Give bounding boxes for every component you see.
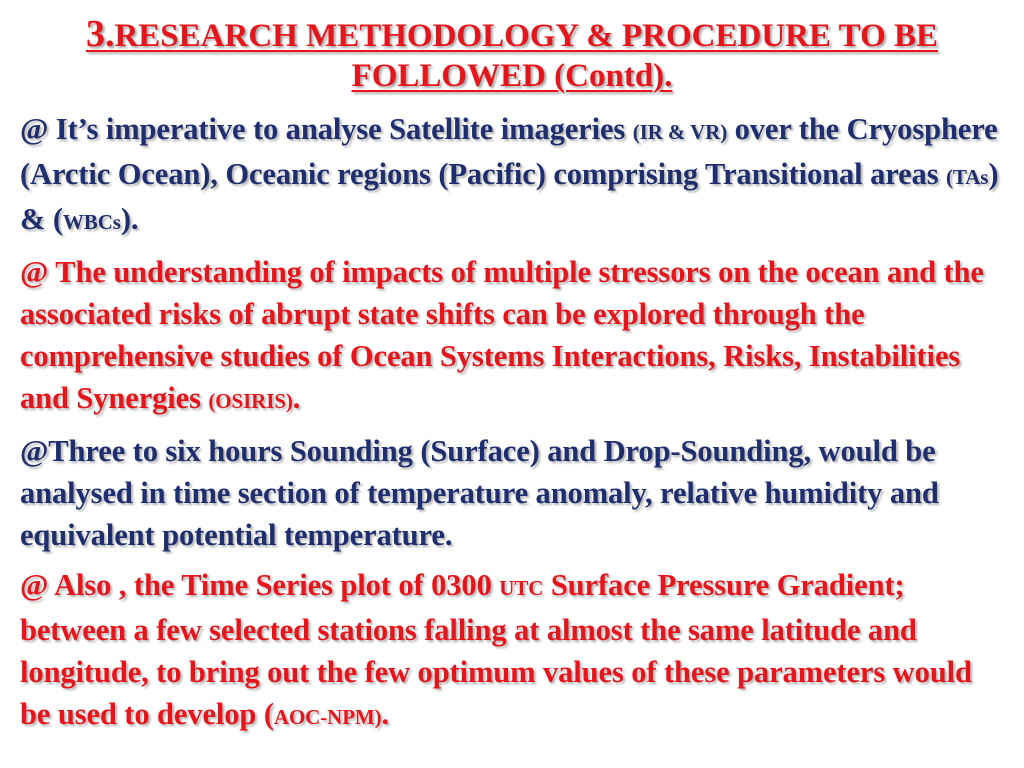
abbr-tas: (TAs (946, 165, 989, 189)
text-run: . (381, 697, 390, 731)
abbr-aoc-npm: AOC-NPM) (273, 705, 382, 729)
text-run: . (292, 381, 301, 415)
abbr-osiris: (OSIRIS) (208, 389, 293, 413)
text-run: @ The understanding of impacts of multiple stressors on the ocean and the associated risks of abrupt state shifts can be explored through the comprehensive studies of Ocean Systems Interactions, Risks, Instabilities and Synergies (20, 255, 984, 415)
text-run: @ It’s imperative to analyse Satellite imageries (20, 112, 633, 146)
abbr-utc: UTC (499, 576, 544, 600)
paragraph-sounding (20, 430, 1004, 556)
abbr-ir-vr: (IR & VR) (632, 120, 728, 144)
title-number: 3. (85, 13, 115, 55)
text-run: @ Also , the Time Series plot of 0300 (20, 568, 500, 602)
slide-title (20, 14, 1004, 96)
title-text: RESEARCH METHODOLOGY & PROCEDURE TO BE FOLLOWED (Contd). (114, 18, 939, 94)
paragraph-time-series (20, 564, 1004, 738)
abbr-wbcs: WBCs (62, 210, 121, 234)
text-run: @Three to six hours Sounding (Surface) and Drop-Sounding, would be analysed in time section of temperature anomaly, relative humidity and equivalent potential temperature. (20, 434, 939, 552)
text-run: Surface Pressure Gradient; between a few selected stations falling at almost the same latitude and longitude, to bring out the few optimum values of these parameters would be used to develop ( (20, 568, 972, 731)
text-run: over the Cryosphere (Arctic Ocean), Oceanic regions (Pacific) comprising Transitional areas (20, 112, 998, 191)
text-run: ) & ( (20, 157, 999, 236)
text-run: ). (120, 202, 139, 236)
paragraph-satellite-imageries (20, 108, 1004, 243)
paragraph-multiple-stressors (20, 251, 1004, 422)
